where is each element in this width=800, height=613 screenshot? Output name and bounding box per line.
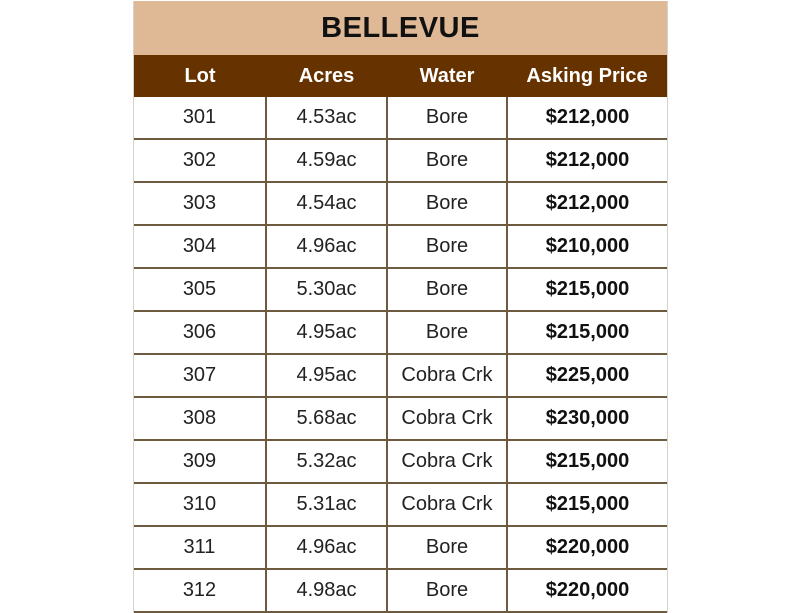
acres-cell: 4.98ac [266, 569, 387, 612]
acres-cell: 4.95ac [266, 354, 387, 397]
asking-price-cell: $215,000 [507, 268, 667, 311]
acres-cell: 4.96ac [266, 225, 387, 268]
acres-cell: 5.32ac [266, 440, 387, 483]
table-row [134, 526, 667, 569]
lot-cell: 303 [134, 182, 266, 225]
table-row [134, 483, 667, 526]
lot-cell: 309 [134, 440, 266, 483]
column-header-acres: Acres [266, 55, 387, 97]
asking-price-cell: $225,000 [507, 354, 667, 397]
water-cell: Bore [387, 268, 507, 311]
table-row [134, 311, 667, 354]
table-row [134, 569, 667, 612]
lot-cell: 305 [134, 268, 266, 311]
column-header-lot: Lot [134, 55, 266, 97]
water-cell: Cobra Crk [387, 483, 507, 526]
table-row [134, 225, 667, 268]
price-list-sheet [133, 1, 668, 613]
water-cell: Cobra Crk [387, 354, 507, 397]
table-row [134, 440, 667, 483]
asking-price-cell: $212,000 [507, 139, 667, 182]
table-row [134, 268, 667, 311]
acres-cell: 4.54ac [266, 182, 387, 225]
water-cell: Bore [387, 569, 507, 612]
lot-cell: 307 [134, 354, 266, 397]
asking-price-cell: $215,000 [507, 483, 667, 526]
asking-price-cell: $220,000 [507, 569, 667, 612]
lots-table [134, 55, 667, 613]
lot-cell: 308 [134, 397, 266, 440]
table-row [134, 397, 667, 440]
water-cell: Bore [387, 182, 507, 225]
header-row [134, 55, 667, 97]
table-row [134, 139, 667, 182]
acres-cell: 5.31ac [266, 483, 387, 526]
asking-price-cell: $230,000 [507, 397, 667, 440]
acres-cell: 4.59ac [266, 139, 387, 182]
water-cell: Bore [387, 139, 507, 182]
asking-price-cell: $220,000 [507, 526, 667, 569]
water-cell: Cobra Crk [387, 397, 507, 440]
water-cell: Bore [387, 225, 507, 268]
acres-cell: 4.95ac [266, 311, 387, 354]
table-row [134, 97, 667, 139]
asking-price-cell: $212,000 [507, 182, 667, 225]
acres-cell: 4.96ac [266, 526, 387, 569]
acres-cell: 5.30ac [266, 268, 387, 311]
water-cell: Cobra Crk [387, 440, 507, 483]
lot-cell: 301 [134, 97, 266, 139]
asking-price-cell: $212,000 [507, 97, 667, 139]
water-cell: Bore [387, 311, 507, 354]
lot-cell: 311 [134, 526, 266, 569]
water-cell: Bore [387, 97, 507, 139]
water-cell: Bore [387, 526, 507, 569]
sheet-title: BELLEVUE [134, 1, 667, 55]
lot-cell: 312 [134, 569, 266, 612]
lot-cell: 304 [134, 225, 266, 268]
table-row [134, 182, 667, 225]
lot-cell: 306 [134, 311, 266, 354]
column-header-asking-price: Asking Price [507, 55, 667, 97]
asking-price-cell: $215,000 [507, 440, 667, 483]
asking-price-cell: $215,000 [507, 311, 667, 354]
asking-price-cell: $210,000 [507, 225, 667, 268]
lot-cell: 302 [134, 139, 266, 182]
acres-cell: 4.53ac [266, 97, 387, 139]
acres-cell: 5.68ac [266, 397, 387, 440]
column-header-water: Water [387, 55, 507, 97]
table-row [134, 354, 667, 397]
lot-cell: 310 [134, 483, 266, 526]
